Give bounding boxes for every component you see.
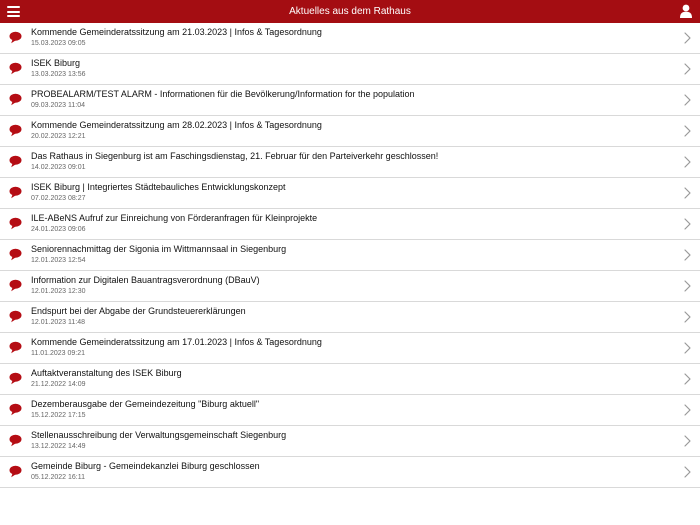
item-title: PROBEALARM/TEST ALARM - Informationen für die Bevölkerung/Information for the population xyxy=(31,89,415,99)
chevron-right-icon xyxy=(684,249,691,261)
list-item[interactable] xyxy=(0,178,700,209)
list-item[interactable] xyxy=(0,116,700,147)
speech-bubble-icon xyxy=(9,186,22,199)
list-item[interactable] xyxy=(0,395,700,426)
list-item[interactable] xyxy=(0,271,700,302)
speech-bubble-icon xyxy=(9,248,22,261)
item-title: Dezemberausgabe der Gemeindezeitung "Biburg aktuell" xyxy=(31,399,260,409)
list-item[interactable] xyxy=(0,85,700,116)
speech-bubble-icon xyxy=(9,31,22,44)
item-date: 09.03.2023 11:04 xyxy=(31,102,85,109)
chevron-right-icon xyxy=(684,218,691,230)
chevron-right-icon xyxy=(684,311,691,323)
chevron-right-icon xyxy=(684,63,691,75)
item-title: ILE-ABeNS Aufruf zur Einreichung von Förderanfragen für Kleinprojekte xyxy=(31,213,318,223)
item-date: 05.12.2022 16:11 xyxy=(31,474,85,481)
item-title: ISEK Biburg xyxy=(31,58,81,68)
item-date: 20.02.2023 12:21 xyxy=(31,133,86,140)
list-item[interactable] xyxy=(0,302,700,333)
item-date: 11.01.2023 09:21 xyxy=(31,350,85,357)
chevron-right-icon xyxy=(684,187,691,199)
user-icon[interactable] xyxy=(680,4,692,18)
chevron-right-icon xyxy=(684,32,691,44)
app-header xyxy=(0,0,700,23)
speech-bubble-icon xyxy=(9,434,22,447)
item-date: 15.03.2023 09:05 xyxy=(31,40,86,47)
list-item[interactable] xyxy=(0,333,700,364)
list-item[interactable] xyxy=(0,23,700,54)
list-item[interactable] xyxy=(0,147,700,178)
list-item[interactable] xyxy=(0,209,700,240)
item-title: Gemeinde Biburg - Gemeindekanzlei Biburg geschlossen xyxy=(31,461,260,471)
speech-bubble-icon xyxy=(9,372,22,385)
chevron-right-icon xyxy=(684,280,691,292)
chevron-right-icon xyxy=(684,404,691,416)
speech-bubble-icon xyxy=(9,155,22,168)
speech-bubble-icon xyxy=(9,341,22,354)
item-title: Kommende Gemeinderatssitzung am 21.03.2023 | Infos & Tagesordnung xyxy=(31,27,322,37)
item-date: 07.02.2023 08:27 xyxy=(31,195,86,202)
speech-bubble-icon xyxy=(9,310,22,323)
item-date: 13.03.2023 13:56 xyxy=(31,71,86,78)
item-date: 14.02.2023 09:01 xyxy=(31,164,86,171)
chevron-right-icon xyxy=(684,373,691,385)
list-item[interactable] xyxy=(0,240,700,271)
item-title: Information zur Digitalen Bauantragsverordnung (DBauV) xyxy=(31,275,260,285)
item-title: Auftaktveranstaltung des ISEK Biburg xyxy=(31,368,182,378)
item-title: Endspurt bei der Abgabe der Grundsteuererklärungen xyxy=(31,306,246,316)
item-date: 15.12.2022 17:15 xyxy=(31,412,86,419)
speech-bubble-icon xyxy=(9,217,22,230)
list-item[interactable] xyxy=(0,364,700,395)
page-title: Aktuelles aus dem Rathaus xyxy=(289,6,411,17)
speech-bubble-icon xyxy=(9,124,22,137)
list-item[interactable] xyxy=(0,54,700,85)
item-date: 12.01.2023 12:30 xyxy=(31,288,86,295)
item-date: 12.01.2023 11:48 xyxy=(31,319,85,326)
chevron-right-icon xyxy=(684,435,691,447)
speech-bubble-icon xyxy=(9,279,22,292)
item-title: Seniorennachmittag der Sigonia im Wittmannsaal in Siegenburg xyxy=(31,244,287,254)
chevron-right-icon xyxy=(684,156,691,168)
item-date: 24.01.2023 09:06 xyxy=(31,226,86,233)
item-title: Kommende Gemeinderatssitzung am 28.02.2023 | Infos & Tagesordnung xyxy=(31,120,322,130)
news-list xyxy=(0,23,700,488)
item-title: ISEK Biburg | Integriertes Städtebauliches Entwicklungskonzept xyxy=(31,182,286,192)
item-title: Das Rathaus in Siegenburg ist am Faschingsdienstag, 21. Februar für den Parteiverkehr geschlossen! xyxy=(31,151,439,161)
item-title: Kommende Gemeinderatssitzung am 17.01.2023 | Infos & Tagesordnung xyxy=(31,337,322,347)
item-date: 12.01.2023 12:54 xyxy=(31,257,86,264)
speech-bubble-icon xyxy=(9,62,22,75)
chevron-right-icon xyxy=(684,94,691,106)
list-item[interactable] xyxy=(0,457,700,488)
list-item[interactable] xyxy=(0,426,700,457)
speech-bubble-icon xyxy=(9,93,22,106)
chevron-right-icon xyxy=(684,342,691,354)
chevron-right-icon xyxy=(684,125,691,137)
chevron-right-icon xyxy=(684,466,691,478)
item-date: 21.12.2022 14:09 xyxy=(31,381,86,388)
speech-bubble-icon xyxy=(9,465,22,478)
speech-bubble-icon xyxy=(9,403,22,416)
item-title: Stellenausschreibung der Verwaltungsgemeinschaft Siegenburg xyxy=(31,430,287,440)
item-date: 13.12.2022 14:49 xyxy=(31,443,86,450)
